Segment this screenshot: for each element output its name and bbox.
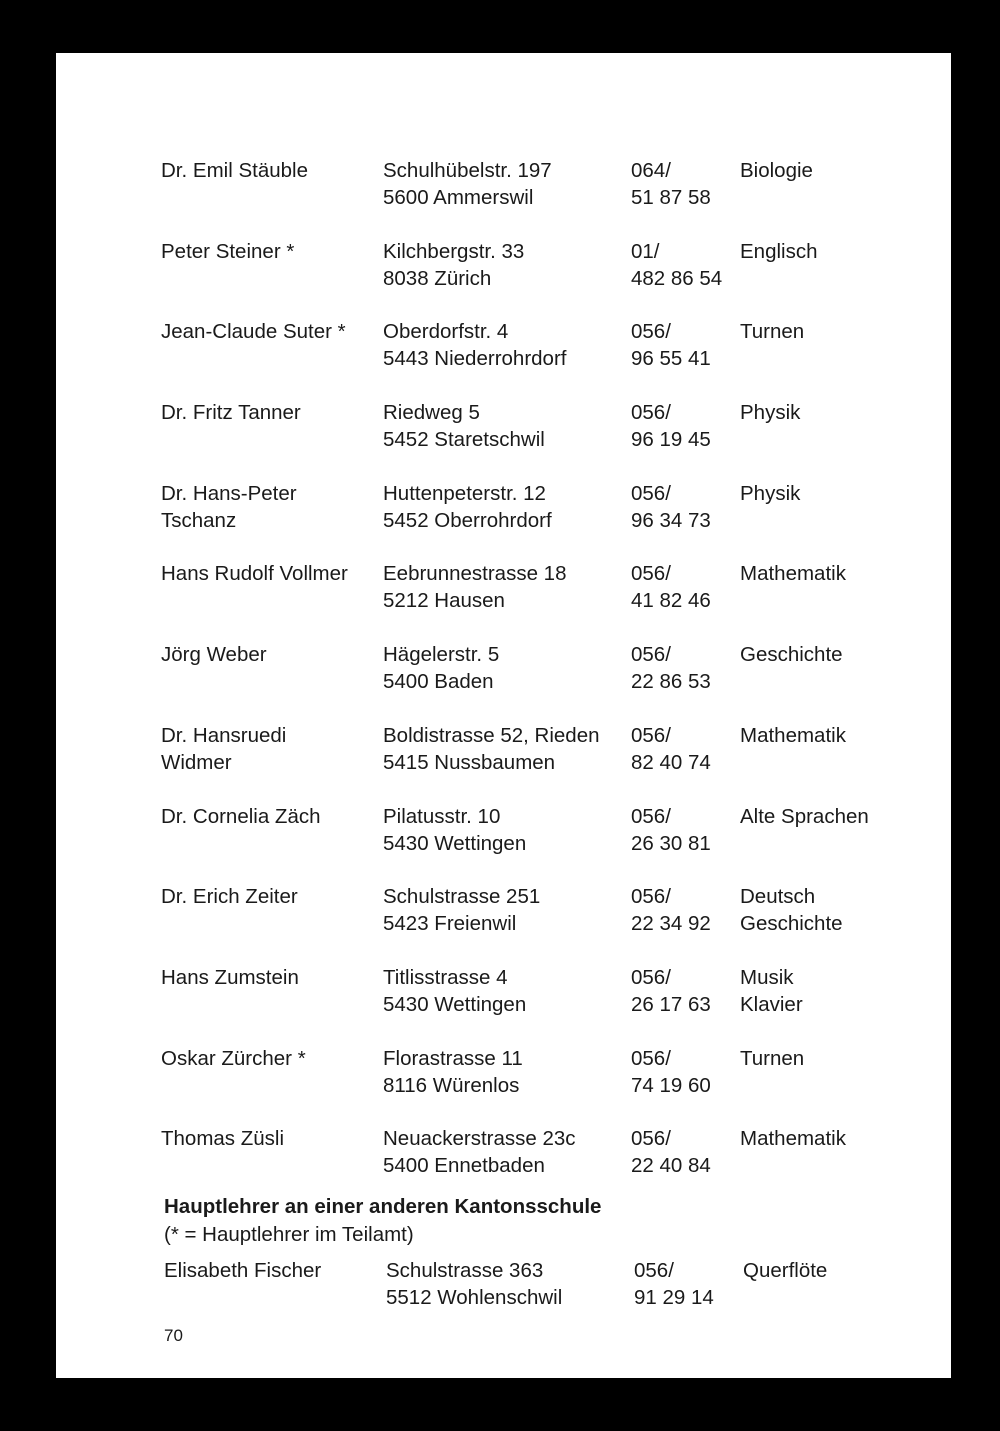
page-number: 70: [164, 1326, 183, 1345]
teacher-address-line: Pilatusstr. 10: [383, 804, 501, 828]
teacher-name: [161, 480, 383, 561]
teacher-phone: [631, 318, 740, 399]
teacher-phone: [631, 722, 740, 803]
teacher-name: [161, 238, 383, 319]
teacher-phone-line: 01/: [631, 239, 660, 263]
teacher-subject: [740, 1045, 900, 1126]
teacher-phone-line: 056/: [631, 804, 671, 828]
teacher-name: [161, 560, 383, 641]
teacher-name: [161, 1045, 383, 1126]
teacher-name-line: Tschanz: [161, 508, 237, 532]
document-page: [56, 53, 951, 1378]
teacher-phone-line: 056/: [631, 643, 671, 667]
teacher-subject: [743, 1257, 903, 1338]
teacher-address: [383, 238, 631, 319]
teacher-address-line: Oberdorfstr. 4: [383, 320, 509, 344]
teacher-address-line: 5452 Staretschwil: [383, 428, 545, 452]
teacher-phone-line: 056/: [631, 1046, 671, 1070]
teacher-name-line: Dr. Erich Zeiter: [161, 885, 298, 909]
teacher-phone-line: 41 82 46: [631, 589, 711, 613]
teacher-name-line: Thomas Züsli: [161, 1127, 285, 1151]
teacher-address-line: 5452 Oberrohrdorf: [383, 508, 552, 532]
section-teacher-list: [164, 1257, 924, 1338]
teacher-subject: [740, 883, 900, 964]
teacher-name: [161, 641, 383, 722]
teacher-name-line: Elisabeth Fischer: [164, 1259, 322, 1282]
teacher-address: [386, 1257, 634, 1338]
teacher-phone-line: 056/: [631, 1127, 671, 1151]
teacher-entry: [161, 641, 921, 722]
teacher-name-line: Jean-Claude Suter *: [161, 320, 346, 344]
teacher-name-line: Dr. Fritz Tanner: [161, 401, 301, 425]
teacher-address-line: Schulstrasse 363: [386, 1259, 544, 1282]
teacher-entry: [161, 883, 921, 964]
teacher-subject: [740, 722, 900, 803]
teacher-address-line: 5400 Baden: [383, 670, 494, 694]
teacher-phone-line: 22 34 92: [631, 912, 711, 936]
teacher-subject: [740, 157, 900, 238]
teacher-subject-line: Querflöte: [743, 1259, 828, 1282]
teacher-subject-line: Alte Sprachen: [740, 804, 869, 828]
teacher-phone-line: 056/: [631, 723, 671, 747]
teacher-address-line: 5400 Ennetbaden: [383, 1154, 545, 1178]
other-school-section: [164, 1193, 924, 1338]
teacher-address-line: Titlisstrasse 4: [383, 965, 508, 989]
teacher-address-line: Kilchbergstr. 33: [383, 239, 525, 263]
teacher-phone: [631, 560, 740, 641]
teacher-subject: [740, 238, 900, 319]
teacher-address: [383, 157, 631, 238]
teacher-subject-line: Mathematik: [740, 723, 846, 747]
teacher-phone-line: 74 19 60: [631, 1073, 711, 1097]
teacher-entry: [161, 318, 921, 399]
teacher-address-line: 5430 Wettingen: [383, 992, 527, 1016]
teacher-name-line: Widmer: [161, 750, 232, 774]
teacher-phone: [631, 883, 740, 964]
teacher-address-line: 5512 Wohlenschwil: [386, 1286, 563, 1309]
teacher-phone-line: 22 40 84: [631, 1154, 711, 1178]
teacher-subject: [740, 399, 900, 480]
teacher-address: [383, 560, 631, 641]
teacher-subject: [740, 318, 900, 399]
teacher-address: [383, 722, 631, 803]
teacher-address-line: 5430 Wettingen: [383, 831, 527, 855]
teacher-phone-line: 056/: [631, 481, 671, 505]
teacher-phone: [631, 399, 740, 480]
teacher-phone-line: 82 40 74: [631, 750, 711, 774]
teacher-address-line: Hägelerstr. 5: [383, 643, 500, 667]
teacher-phone-line: 22 86 53: [631, 670, 711, 694]
teacher-address: [383, 803, 631, 884]
teacher-entry: [161, 238, 921, 319]
teacher-name-line: Jörg Weber: [161, 643, 267, 667]
teacher-phone: [631, 964, 740, 1045]
teacher-address: [383, 318, 631, 399]
teacher-address-line: 5415 Nussbaumen: [383, 750, 556, 774]
teacher-address: [383, 964, 631, 1045]
teacher-phone-line: 056/: [631, 965, 671, 989]
teacher-entry: [161, 1045, 921, 1126]
teacher-name: [161, 157, 383, 238]
teacher-address-line: Neuackerstrasse 23c: [383, 1127, 576, 1151]
teacher-subject-line: Geschichte: [740, 643, 843, 667]
teacher-address: [383, 1045, 631, 1126]
teacher-phone: [631, 1045, 740, 1126]
teacher-name-line: Dr. Cornelia Zäch: [161, 804, 321, 828]
teacher-phone: [631, 157, 740, 238]
teacher-name-line: Dr. Emil Stäuble: [161, 159, 308, 182]
teacher-address: [383, 480, 631, 561]
teacher-phone-line: 26 30 81: [631, 831, 711, 855]
teacher-phone-line: 51 87 58: [631, 186, 711, 209]
teacher-phone-line: 056/: [634, 1259, 674, 1282]
teacher-name: [164, 1257, 386, 1338]
section-title: Hauptlehrer an einer anderen Kantonsschule: [164, 1195, 602, 1218]
teacher-list: [161, 157, 921, 1206]
teacher-address-line: 5212 Hausen: [383, 589, 505, 613]
teacher-address-line: 5600 Ammerswil: [383, 186, 534, 209]
teacher-name: [161, 803, 383, 884]
teacher-entry: [161, 964, 921, 1045]
teacher-address-line: Boldistrasse 52, Rieden: [383, 723, 600, 747]
teacher-address: [383, 399, 631, 480]
teacher-name: [161, 399, 383, 480]
teacher-name: [161, 722, 383, 803]
teacher-name-line: Hans Rudolf Vollmer: [161, 562, 348, 586]
teacher-address-line: Huttenpeterstr. 12: [383, 481, 546, 505]
teacher-phone-line: 056/: [631, 320, 671, 344]
teacher-subject-line: Englisch: [740, 239, 818, 263]
teacher-subject-line: Physik: [740, 401, 801, 425]
teacher-phone-line: 482 86 54: [631, 266, 723, 290]
teacher-name-line: Oskar Zürcher *: [161, 1046, 306, 1070]
teacher-subject: [740, 480, 900, 561]
teacher-address-line: Schulstrasse 251: [383, 885, 541, 909]
teacher-phone: [631, 480, 740, 561]
teacher-entry: [161, 157, 921, 238]
teacher-subject: [740, 803, 900, 884]
teacher-phone: [631, 641, 740, 722]
teacher-entry: [161, 722, 921, 803]
section-note: (* = Hauptlehrer im Teilamt): [164, 1223, 414, 1246]
teacher-phone-line: 91 29 14: [634, 1286, 714, 1309]
teacher-subject-line: Deutsch: [740, 885, 816, 909]
teacher-address-line: Eebrunnestrasse 18: [383, 562, 567, 586]
teacher-name-line: Peter Steiner *: [161, 239, 295, 263]
teacher-subject: [740, 560, 900, 641]
teacher-name: [161, 964, 383, 1045]
teacher-subject-line: Biologie: [740, 159, 813, 182]
teacher-address: [383, 883, 631, 964]
teacher-subject-line: Geschichte: [740, 912, 843, 936]
teacher-subject-line: Turnen: [740, 320, 805, 344]
teacher-name: [161, 883, 383, 964]
teacher-address-line: Schulhübelstr. 197: [383, 159, 552, 182]
teacher-subject-line: Physik: [740, 481, 801, 505]
teacher-entry: [161, 803, 921, 884]
teacher-phone-line: 96 55 41: [631, 347, 711, 371]
teacher-phone-line: 056/: [631, 401, 671, 425]
teacher-subject-line: Turnen: [740, 1046, 805, 1070]
teacher-address-line: Florastrasse 11: [383, 1046, 523, 1070]
teacher-phone-line: 96 34 73: [631, 508, 711, 532]
teacher-phone: [631, 803, 740, 884]
teacher-phone-line: 96 19 45: [631, 428, 711, 452]
teacher-subject-line: Mathematik: [740, 1127, 846, 1151]
teacher-phone: [634, 1257, 743, 1338]
teacher-name: [161, 318, 383, 399]
teacher-subject: [740, 641, 900, 722]
teacher-phone-line: 056/: [631, 885, 671, 909]
teacher-subject-line: Klavier: [740, 992, 803, 1016]
teacher-phone-line: 26 17 63: [631, 992, 711, 1016]
teacher-subject-line: Mathematik: [740, 562, 846, 586]
teacher-address-line: 8038 Zürich: [383, 266, 492, 290]
teacher-name-line: Hans Zumstein: [161, 965, 299, 989]
teacher-address-line: 5443 Niederrohrdorf: [383, 347, 567, 371]
teacher-phone-line: 056/: [631, 562, 671, 586]
teacher-address-line: Riedweg 5: [383, 401, 480, 425]
teacher-address: [383, 641, 631, 722]
teacher-address-line: 5423 Freienwil: [383, 912, 517, 936]
teacher-phone-line: 064/: [631, 159, 671, 182]
teacher-subject: [740, 964, 900, 1045]
teacher-entry: [161, 560, 921, 641]
teacher-address-line: 8116 Würenlos: [383, 1073, 520, 1097]
teacher-entry: [161, 399, 921, 480]
teacher-subject-line: Musik: [740, 965, 794, 989]
teacher-name-line: Dr. Hansruedi: [161, 723, 287, 747]
teacher-entry: [164, 1257, 924, 1338]
teacher-phone: [631, 238, 740, 319]
teacher-entry: [161, 480, 921, 561]
teacher-name-line: Dr. Hans-Peter: [161, 481, 297, 505]
